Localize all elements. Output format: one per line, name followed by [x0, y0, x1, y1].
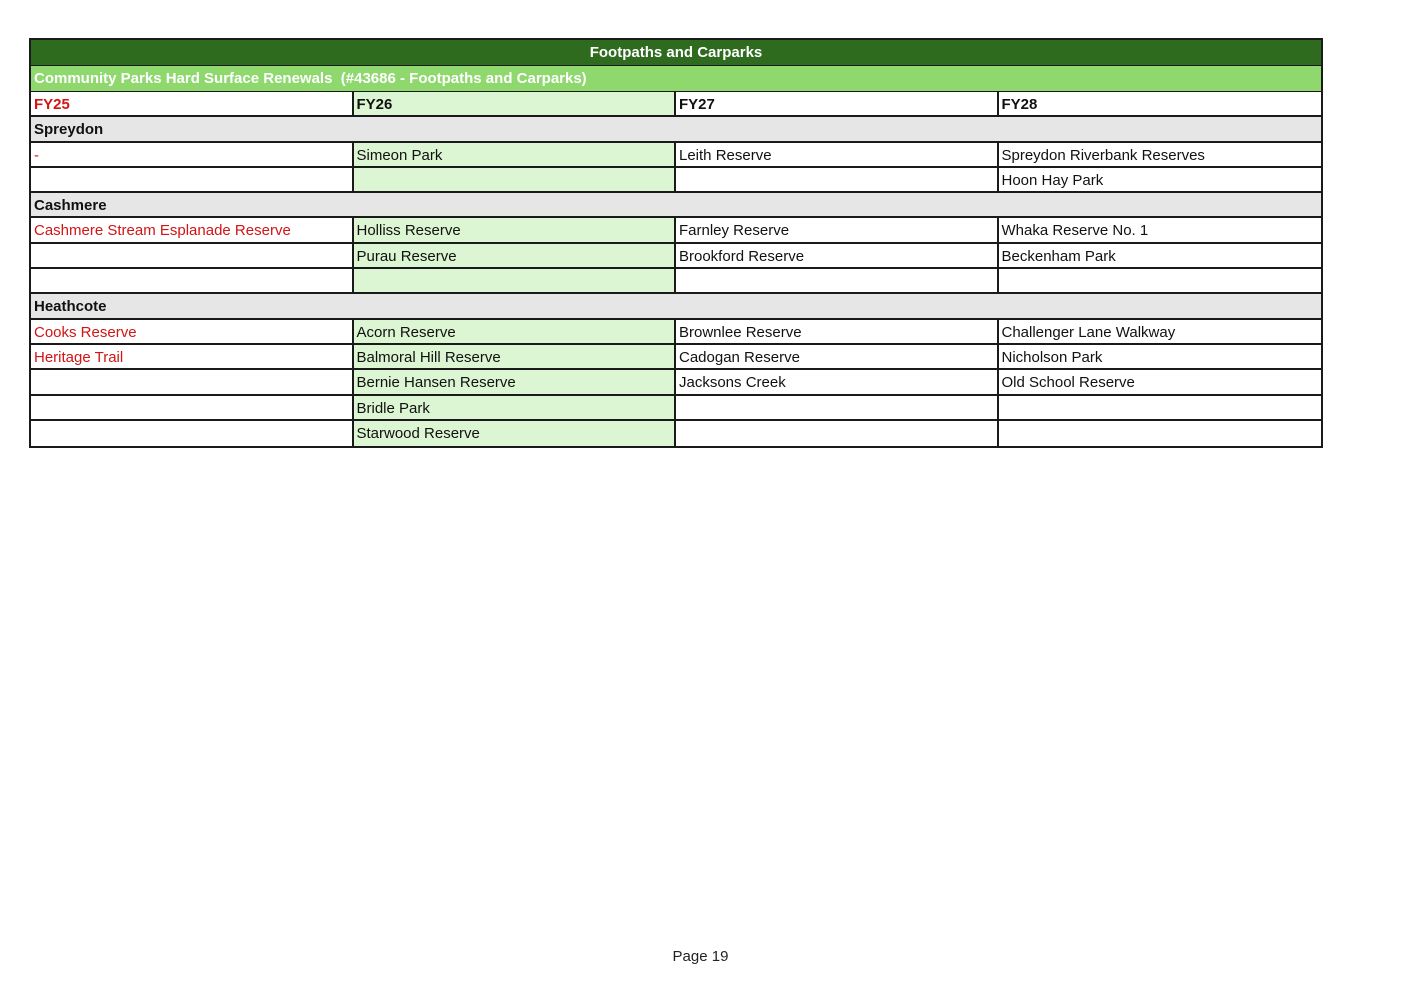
cell-fy25: Cooks Reserve — [31, 320, 354, 343]
cell-fy28: Whaka Reserve No. 1 — [1001, 222, 1149, 240]
cell-fy28: Beckenham Park — [1001, 247, 1116, 265]
table-row — [31, 396, 1321, 421]
cell-fy26: Bridle Park — [354, 396, 677, 419]
cell-fy27: Brownlee Reserve — [676, 320, 999, 343]
header-fy27: FY27 — [676, 92, 999, 115]
cell-fy28: Old School Reserve — [1001, 374, 1135, 392]
cell-fy27: Farnley Reserve — [676, 218, 999, 241]
cell-fy25 — [31, 244, 354, 267]
cell-fy27 — [676, 269, 999, 292]
page-number: Page 19 — [672, 948, 729, 965]
cell-fy28: Challenger Lane Walkway — [1001, 323, 1176, 341]
table-row — [31, 244, 1321, 269]
table-row — [31, 370, 1321, 395]
cell-fy27 — [676, 168, 999, 191]
cell-fy28: Hoon Hay Park — [1001, 171, 1104, 189]
section-heathcote: Heathcote — [31, 294, 1321, 319]
table-row — [31, 143, 1321, 168]
table-title: Footpaths and Carparks — [31, 40, 1321, 66]
cell-fy27: Brookford Reserve — [676, 244, 999, 267]
header-fy25: FY25 — [31, 92, 354, 115]
cell-fy25 — [31, 269, 354, 292]
section-cashmere: Cashmere — [31, 193, 1321, 218]
cell-fy27: Leith Reserve — [676, 143, 999, 166]
cell-fy25 — [31, 168, 354, 191]
cell-fy26: Purau Reserve — [354, 244, 677, 267]
cell-fy28 — [999, 269, 1322, 292]
cell-fy26: Bernie Hansen Reserve — [354, 370, 677, 393]
cell-fy26: Balmoral Hill Reserve — [354, 345, 677, 368]
table-row — [31, 168, 1321, 193]
table-row — [31, 421, 1321, 446]
cell-fy28: Spreydon Riverbank Reserves — [1001, 146, 1205, 164]
cell-fy25: Heritage Trail — [31, 345, 354, 368]
table-subtitle: Community Parks Hard Surface Renewals (#43686 - Footpaths and Carparks) — [31, 66, 1321, 92]
table-row — [31, 320, 1321, 345]
cell-fy27: Jacksons Creek — [676, 370, 999, 393]
cell-fy25: Cashmere Stream Esplanade Reserve — [31, 218, 354, 241]
cell-fy27: Cadogan Reserve — [676, 345, 999, 368]
cell-fy28: Nicholson Park — [1001, 348, 1103, 366]
header-fy28: FY28 — [1001, 96, 1038, 113]
cell-fy26 — [354, 168, 677, 191]
table-row — [31, 269, 1321, 294]
cell-fy25 — [31, 396, 354, 419]
table-row — [31, 345, 1321, 370]
footpaths-carparks-table — [29, 38, 1323, 448]
cell-fy25 — [31, 370, 354, 393]
cell-fy25 — [31, 421, 354, 446]
cell-fy27 — [676, 396, 999, 419]
cell-fy27 — [676, 421, 999, 446]
header-row — [31, 92, 1321, 117]
table-row — [31, 218, 1321, 243]
cell-fy25: - — [31, 143, 354, 166]
cell-fy26 — [354, 269, 677, 292]
cell-fy26: Holliss Reserve — [354, 218, 677, 241]
cell-fy28 — [999, 421, 1322, 446]
cell-fy26: Acorn Reserve — [354, 320, 677, 343]
section-spreydon: Spreydon — [31, 117, 1321, 142]
cell-fy28 — [999, 396, 1322, 419]
cell-fy26: Starwood Reserve — [354, 421, 677, 446]
cell-fy26: Simeon Park — [354, 143, 677, 166]
header-fy26: FY26 — [354, 92, 677, 115]
